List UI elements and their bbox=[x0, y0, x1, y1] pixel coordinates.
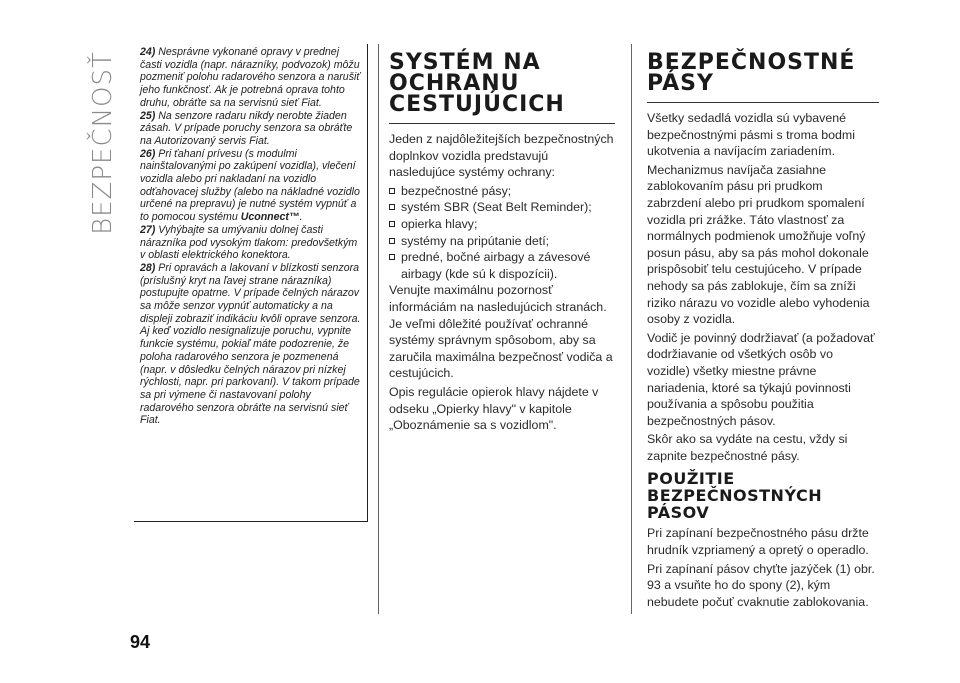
warning-number: 28) bbox=[140, 261, 156, 274]
list-item-text: predné, bočné airbagy a závesové airbagy (kde sú k dispozícii). bbox=[401, 250, 591, 281]
warning-item bbox=[140, 148, 361, 224]
warning-item bbox=[140, 46, 361, 110]
chapter-side-label: BEZPEČNOSŤ bbox=[88, 51, 118, 235]
warning-number: 27) bbox=[140, 223, 156, 236]
square-bullet-icon bbox=[389, 221, 395, 227]
heading-rule bbox=[647, 102, 879, 103]
occupant-protection-section bbox=[389, 52, 615, 436]
heading-line: OCHRANU bbox=[389, 71, 520, 96]
list-item-text: systém SBR (Seat Belt Reminder); bbox=[401, 200, 592, 215]
warning-text: Nesprávne vykonané opravy v prednej časti vozidla (napr. nárazníky, podvozok) môžu pozmeniť polohu radarového senzora a narušiť jeho funkčnosť. Ak je potrebná oprava tohto druhu, obráťte sa na servisnú sieť Fiat. bbox=[140, 46, 361, 109]
warning-item bbox=[140, 110, 361, 148]
heading-line: PÁSOV bbox=[647, 503, 710, 523]
warning-suffix: . bbox=[299, 211, 303, 224]
list-item bbox=[389, 216, 615, 233]
page-number: 94 bbox=[130, 632, 151, 652]
body-paragraph: Skôr ako sa vydáte na cestu, vždy si zapnite bezpečnostné pásy. bbox=[647, 432, 848, 463]
chapter-side-tab bbox=[88, 38, 118, 248]
warnings-list bbox=[140, 46, 361, 427]
list-item-text: bezpečnostné pásy; bbox=[401, 183, 512, 198]
column-divider bbox=[378, 44, 379, 614]
square-bullet-icon bbox=[389, 238, 395, 244]
section-heading bbox=[389, 52, 615, 115]
body-paragraph: Vodič je povinný dodržiavať (a požadovať dodržiavanie od všetkých osôb vo vozidle) všetky miestne právne nariadenia, ktoré sa týkajú povinnosti používania a spôsobu použitia bezpečnostných pásov. bbox=[647, 330, 875, 428]
heading-line: PÁSY bbox=[647, 71, 714, 96]
column-divider bbox=[631, 44, 632, 614]
body-paragraph: Venujte maximálnu pozornosť informáciám na nasledujúcich stranách. Je veľmi dôležité používať ochranné systémy správnym spôsobom, aby sa zaručila maximálna bezpečnosť vodiča a cestujúcich. bbox=[389, 283, 613, 381]
list-item bbox=[389, 233, 615, 250]
warning-text: Vyhýbajte sa umývaniu dolnej časti nárazníka pod vysokým tlakom: predovšetkým v oblasti elektrického konektora. bbox=[140, 223, 358, 262]
heading-line: BEZPEČNOSTNÝCH bbox=[647, 486, 823, 506]
subsection-heading bbox=[647, 470, 879, 521]
warning-item bbox=[140, 224, 361, 262]
body-paragraph: Všetky sedadlá vozidla sú vybavené bezpečnostnými pásmi s troma bodmi ukotvenia a navíjacím zariadením. bbox=[647, 111, 855, 159]
subsection-body bbox=[647, 525, 879, 610]
seat-belts-section bbox=[647, 52, 879, 612]
brand-name: Uconnect™ bbox=[240, 211, 300, 224]
warning-number: 25) bbox=[140, 109, 156, 122]
body-paragraph: Mechanizmus navíjača zasiahne zablokovaním pásu pri prudkom zabrzdení alebo pri prudkom spomalení vozidla pri zrážke. Táto vlastnosť za normálnych podmienok umožňuje voľný posun pásu, aby sa pás mohol dokonale prispôsobiť telu cestujúceho. V prípade nehody sa pás zablokuje, čím sa zníži riziko nárazu vo vozidle alebo vyhodenia osoby z vozidla. bbox=[647, 162, 870, 327]
square-bullet-icon bbox=[389, 254, 395, 260]
warning-text: Na senzore radaru nikdy nerobte žiaden zásah. V prípade poruchy senzora sa obráťte na Autorizovaný servis Fiat. bbox=[140, 109, 353, 147]
list-item bbox=[389, 249, 615, 282]
list-item-text: systémy na pripútanie detí; bbox=[401, 233, 550, 248]
list-item bbox=[389, 183, 615, 200]
section-body bbox=[647, 110, 879, 464]
warning-text: Pri opravách a lakovaní v blízkosti senzora (príslušný kryt na ľavej strane nárazníka) postupujte opatrne. V prípade čelných nárazov sa môže senzor vypnúť automaticky a na displeji zobraziť indikáciu kvôli oprave senzora. Aj keď vozidlo nesignalizuje poruchu, vypnite funkcie systému, pokiaľ máte podozrenie, že poloha radarového senzora je pozmenená (napr. v dôsledku čelných nárazov pri nízkej rýchlosti, napr. pri parkovaní). V takom prípade sa pri výmene či nastavovaní polohy radarového senzora obráťte na servisnú sieť Fiat. bbox=[140, 261, 361, 427]
intro-paragraph: Jeden z najdôležitejších bezpečnostných doplnkov vozidla predstavujú nasledujúce systémy ochrany: bbox=[389, 132, 614, 180]
heading-rule bbox=[389, 123, 615, 124]
warnings-box bbox=[134, 44, 368, 522]
warning-number: 26) bbox=[140, 147, 156, 160]
list-item bbox=[389, 199, 615, 216]
body-paragraph: Pri zapínaní pásov chyťte jazýček (1) obr. 93 a vsuňte ho do spony (2), kým nebudete počuť cvaknutie zablokovania. bbox=[647, 561, 875, 609]
warning-text: Pri ťahaní prívesu (s modulmi nainštalovanými po zakúpení vozidla), vlečení vozidla alebo pri nakladaní na vozidlo odťahovacej služby (alebo na nákladné vozidlo určené na prepravu) je nutné systém vypnúť a to pomocou systému bbox=[140, 147, 360, 224]
square-bullet-icon bbox=[389, 188, 395, 194]
body-paragraph: Opis regulácie opierok hlavy nájdete v odseku „Opierky hlavy" v kapitole „Oboznámenie sa s vozidlom". bbox=[389, 384, 599, 433]
warning-number: 24) bbox=[140, 46, 156, 58]
body-paragraph: Pri zapínaní bezpečnostného pásu držte hrudník vzpriamený a opretý o operadlo. bbox=[647, 526, 869, 558]
protection-systems-list bbox=[389, 183, 615, 283]
warning-item bbox=[140, 262, 361, 427]
square-bullet-icon bbox=[389, 204, 395, 210]
heading-line: BEZPEČNOSTNÉ bbox=[647, 50, 856, 75]
heading-line: CESTUJÚCICH bbox=[389, 92, 565, 117]
heading-line: SYSTÉM NA bbox=[389, 50, 541, 75]
section-heading bbox=[647, 52, 879, 94]
list-item-text: opierka hlavy; bbox=[401, 216, 478, 231]
section-body bbox=[389, 131, 615, 434]
heading-line: POUŽITIE bbox=[647, 469, 735, 489]
